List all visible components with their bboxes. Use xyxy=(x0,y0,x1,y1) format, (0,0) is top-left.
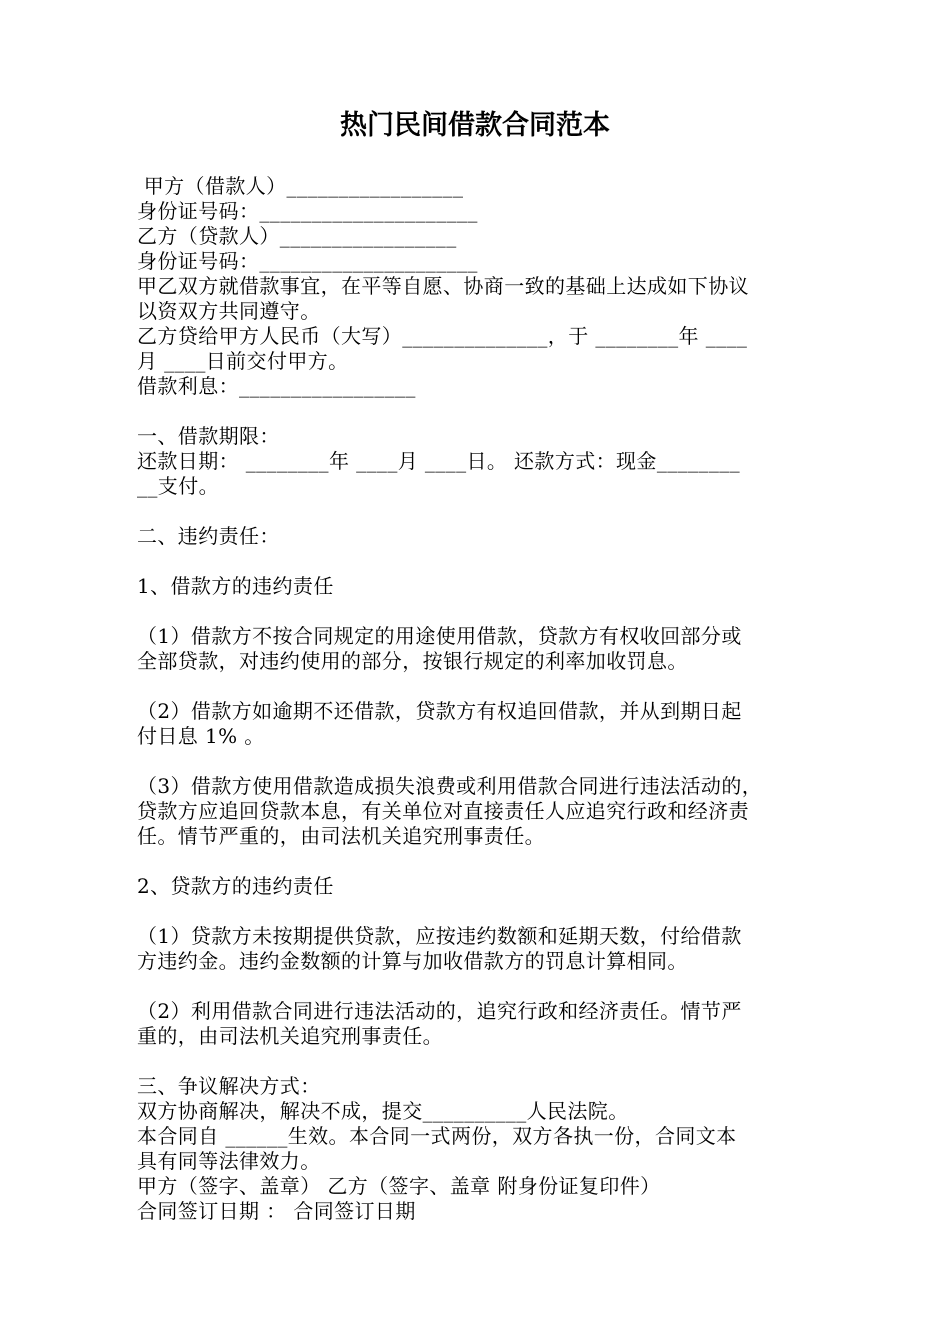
signing-date-line: 合同签订日期 ： 合同签订日期 xyxy=(137,1199,416,1223)
agreement-intro-line-2: 以资双方共同遵守。 xyxy=(137,299,321,323)
loan-amount-line-2: 月 ____日前交付甲方。 xyxy=(137,349,349,373)
repayment-line-1: 还款日期： ________年 ____月 ____日。 还款方式：现金________ xyxy=(137,449,741,473)
repayment-line-2: __支付。 xyxy=(137,474,219,498)
lender-clause-2-line-2: 重的，由司法机关追究刑事责任。 xyxy=(137,1024,443,1048)
lender-clause-1-line-2: 方违约金。违约金数额的计算与加收借款方的罚息计算相同。 xyxy=(137,949,688,973)
loan-interest-line: 借款利息：_________________ xyxy=(137,374,416,398)
section-heading-term: 一、借款期限： xyxy=(137,424,280,448)
borrower-clause-1-line-1: （1）借款方不按合同规定的用途使用借款，贷款方有权收回部分或 xyxy=(137,624,742,648)
section-heading-liability: 二、违约责任： xyxy=(137,524,280,548)
agreement-intro-line-1: 甲乙双方就借款事宜，在平等自愿、协商一致的基础上达成如下协议 xyxy=(137,274,749,298)
lender-clause-2-line-1: （2）利用借款合同进行违法活动的，追究行政和经济责任。情节严 xyxy=(137,999,742,1023)
borrower-clause-2-line-1: （2）借款方如逾期不还借款，贷款方有权追回借款，并从到期日起 xyxy=(137,699,742,723)
subheading-borrower-liability: 1、借款方的违约责任 xyxy=(137,574,334,598)
party-a-id-line: 身份证号码：_____________________ xyxy=(137,199,478,223)
borrower-clause-3-line-1: （3）借款方使用借款造成损失浪费或利用借款合同进行违法活动的， xyxy=(137,774,763,798)
lender-clause-1-line-1: （1）贷款方未按期提供贷款，应按违约数额和延期天数，付给借款 xyxy=(137,924,742,948)
borrower-clause-3-line-3: 任。情节严重的，由司法机关追究刑事责任。 xyxy=(137,824,545,848)
section-heading-dispute: 三、争议解决方式： xyxy=(137,1074,321,1098)
party-a-line: 甲方（借款人）_________________ xyxy=(137,174,464,198)
party-b-line: 乙方（贷款人）_________________ xyxy=(137,224,457,248)
borrower-clause-2-line-2: 付日息 1% 。 xyxy=(137,724,265,748)
dispute-resolution-line: 双方协商解决，解决不成，提交__________人民法院。 xyxy=(137,1099,629,1123)
signature-line: 甲方（签字、盖章） 乙方（签字、盖章 附身份证复印件） xyxy=(137,1174,661,1198)
effective-line-2: 具有同等法律效力。 xyxy=(137,1149,321,1173)
effective-line-1: 本合同自 ______生效。本合同一式两份，双方各执一份，合同文本 xyxy=(137,1124,737,1148)
loan-amount-line-1: 乙方贷给甲方人民币（大写）______________，于 ________年 ____ xyxy=(137,324,748,348)
borrower-clause-3-line-2: 贷款方应追回贷款本息，有关单位对直接责任人应追究行政和经济责 xyxy=(137,799,749,823)
subheading-lender-liability: 2、贷款方的违约责任 xyxy=(137,874,334,898)
party-b-id-line: 身份证号码：_____________________ xyxy=(137,249,478,273)
borrower-clause-1-line-2: 全部贷款，对违约使用的部分，按银行规定的利率加收罚息。 xyxy=(137,649,688,673)
document-title: 热门民间借款合同范本 xyxy=(340,110,610,141)
